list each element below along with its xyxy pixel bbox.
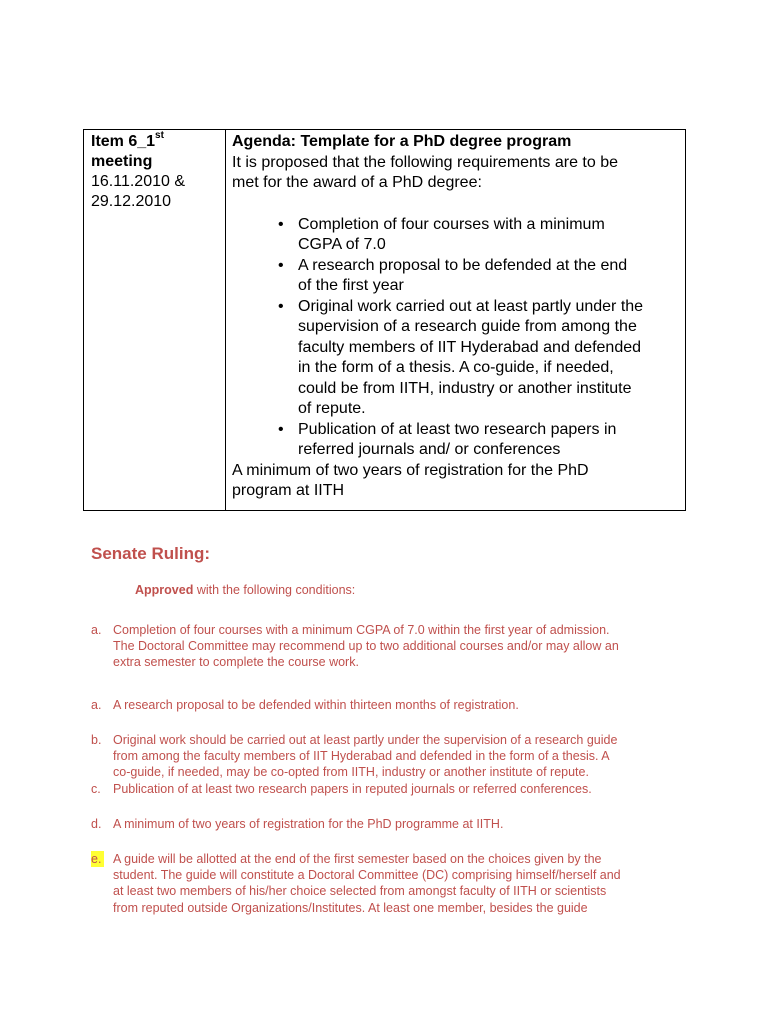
requirement-line: A research proposal to be defended at the end: [298, 256, 628, 274]
item-superscript: st: [155, 129, 164, 141]
meeting-label: meeting: [91, 153, 153, 170]
bullet-icon: •: [278, 215, 284, 233]
requirement-item: [278, 420, 679, 461]
condition-letter: b.: [91, 733, 102, 747]
agenda-item-cell: [84, 130, 226, 510]
bullet-icon: •: [278, 297, 284, 315]
requirement-line: referred journals and/ or conferences: [298, 441, 561, 458]
requirement-line: supervision of a research guide from among the: [298, 318, 637, 335]
meeting-date-2: 29.12.2010: [91, 193, 172, 210]
condition-line: Original work should be carried out at least partly under the supervision of a research guide: [113, 733, 618, 747]
requirements-list: [232, 215, 679, 461]
condition-line: The Doctoral Committee may recommend up to two additional courses and/or may allow an: [113, 639, 619, 654]
requirement-line: CGPA of 7.0: [298, 236, 386, 253]
requirement-line: Completion of four courses with a minimum: [298, 215, 605, 233]
condition-item: [91, 622, 679, 671]
condition-item: [91, 851, 679, 916]
condition-line: from among the faculty members of IIT Hyderabad and defended in the form of a thesis. A: [113, 749, 610, 764]
bullet-icon: •: [278, 256, 284, 274]
condition-item: [91, 697, 679, 713]
approved-label: Approved: [135, 583, 194, 597]
condition-letter: a.: [91, 698, 102, 712]
condition-line: from reputed outside Organizations/Institutes. At least one member, besides the guide: [113, 900, 588, 915]
agenda-closing-line-2: program at IITH: [232, 482, 345, 499]
condition-line: A research proposal to be defended within thirteen months of registration.: [113, 698, 519, 712]
condition-line: A minimum of two years of registration for the PhD programme at IITH.: [113, 817, 504, 831]
condition-line: extra semester to complete the course work.: [113, 655, 359, 670]
senate-ruling-heading: Senate Ruling:: [91, 544, 211, 563]
agenda-content-cell: [226, 130, 685, 510]
item-label: Item 6_1st: [91, 129, 164, 150]
requirement-line: of repute.: [298, 400, 366, 417]
agenda-intro-line-2: met for the award of a PhD degree:: [232, 174, 482, 191]
condition-line: Completion of four courses with a minimum CGPA of 7.0 within the first year of admission.: [113, 623, 610, 637]
requirement-item: [278, 297, 679, 420]
requirement-item: [278, 215, 679, 256]
requirement-line: Publication of at least two research papers in: [298, 420, 617, 438]
condition-line: Publication of at least two research papers in reputed journals or referred conferences.: [113, 782, 592, 796]
condition-line: A guide will be allotted at the end of the first semester based on the choices given by the: [113, 852, 602, 866]
condition-item: [91, 781, 679, 797]
condition-item: [91, 732, 679, 781]
agenda-intro-line-1: It is proposed that the following requirements are to be: [232, 153, 618, 171]
requirement-line: Original work carried out at least partly under the: [298, 297, 644, 315]
requirement-line: could be from IITH, industry or another institute: [298, 379, 632, 397]
condition-letter: a.: [91, 623, 102, 637]
requirement-item: [278, 256, 679, 297]
agenda-table: [83, 129, 686, 511]
condition-letter: d.: [91, 817, 102, 831]
condition-line: co-guide, if needed, may be co-opted from IITH, industry or another institute of repute.: [113, 765, 589, 780]
condition-letter: c.: [91, 782, 101, 796]
requirement-line: faculty members of IIT Hyderabad and defended: [298, 338, 642, 356]
requirement-line: of the first year: [298, 277, 404, 294]
meeting-date-1: 16.11.2010 &: [91, 173, 186, 190]
approved-statement: [135, 583, 355, 597]
requirement-line: in the form of a thesis. A co-guide, if needed,: [298, 359, 614, 376]
condition-line: at least two members of his/her choice selected from amongst faculty of IITH or scientists: [113, 884, 607, 899]
agenda-closing-line-1: A minimum of two years of registration for the PhD: [232, 461, 589, 479]
condition-item: [91, 816, 679, 832]
condition-letter-highlighted: e.: [91, 851, 104, 867]
condition-line: student. The guide will constitute a Doctoral Committee (DC) comprising himself/herself and: [113, 868, 621, 883]
approved-conditions-text: with the following conditions:: [193, 583, 356, 597]
bullet-icon: •: [278, 420, 284, 438]
agenda-title: Agenda: Template for a PhD degree program: [232, 133, 572, 150]
